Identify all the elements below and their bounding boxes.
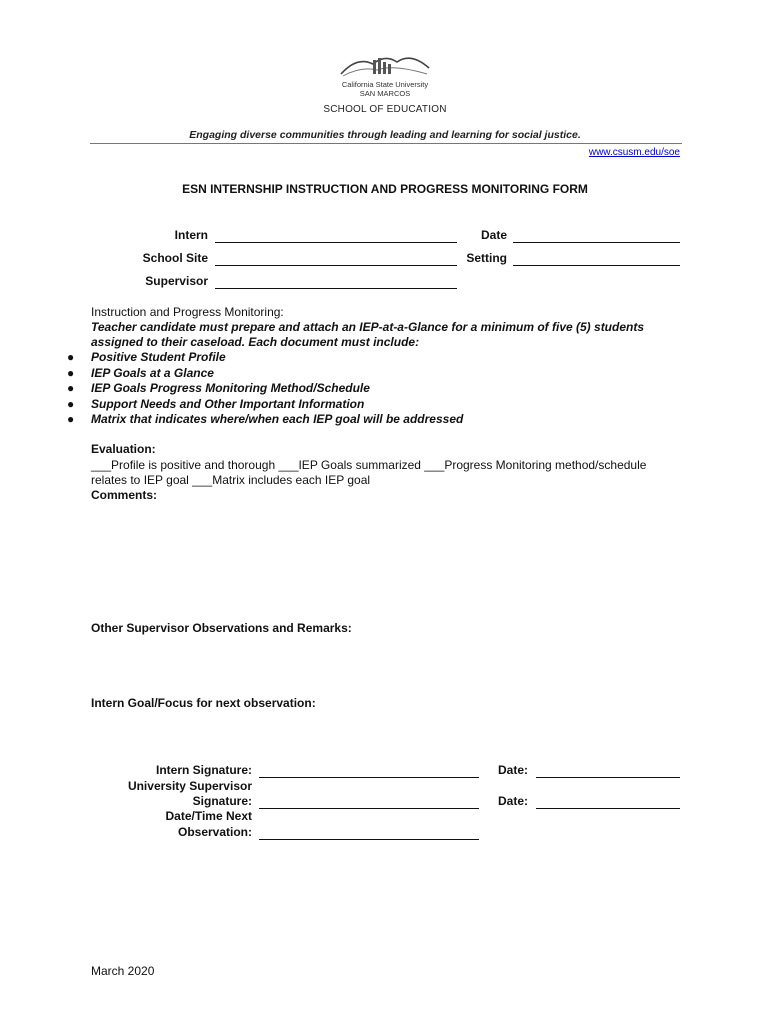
date-label: Date [480, 228, 507, 242]
list-item: ● Positive Student Profile [67, 350, 226, 364]
other-remarks-label: Other Supervisor Observations and Remarks: [91, 621, 352, 635]
evaluation-heading: Evaluation: [91, 442, 156, 456]
school-site-field[interactable] [215, 265, 457, 266]
next-observation-field[interactable] [259, 839, 479, 840]
requirements-list [67, 350, 681, 428]
school-name: SCHOOL OF EDUCATION [323, 104, 447, 115]
comments-label: Comments: [91, 488, 158, 502]
date-time-next-label: Date/Time Next [165, 809, 252, 823]
supervisor-signature-field[interactable] [259, 808, 479, 809]
school-site-label: School Site [142, 251, 208, 265]
date-field[interactable] [513, 242, 680, 243]
list-item: ● IEP Goals at a Glance [67, 365, 214, 380]
intern-signature-label: Intern Signature: [155, 763, 252, 777]
setting-field[interactable] [513, 265, 680, 266]
supervisor-label: Supervisor [145, 274, 208, 288]
bullet-icon: ● [67, 350, 75, 364]
footer-date: March 2020 [91, 964, 155, 978]
supervisor-field[interactable] [215, 288, 457, 289]
date-field-2[interactable] [536, 808, 680, 809]
evaluation-criteria-line2: relates to IEP goal ___Matrix includes each IEP goal [91, 473, 371, 487]
list-item: ● Matrix that indicates where/when each IEP goal will be addressed [67, 412, 464, 426]
setting-label: Setting [466, 251, 507, 265]
date-label-1: Date: [497, 763, 528, 777]
goal-focus-label: Intern Goal/Focus for next observation: [91, 696, 316, 710]
instruction-description-line1: Teacher candidate must prepare and attach an IEP-at-a-Glance for a minimum of five (5) students [91, 320, 645, 334]
website-link[interactable]: www.csusm.edu/soe [588, 147, 680, 158]
university-campus: SAN MARCOS [359, 89, 411, 98]
bullet-icon: ● [67, 381, 75, 395]
bullet-icon: ● [67, 396, 75, 411]
intern-label: Intern [174, 228, 208, 242]
university-supervisor-label: University Supervisor [127, 779, 252, 793]
bullet-icon: ● [67, 412, 75, 426]
bullet-icon: ● [67, 365, 75, 380]
university-logo [337, 50, 433, 80]
form-title: ESN INTERNSHIP INSTRUCTION AND PROGRESS MONITORING FORM [182, 182, 588, 196]
instruction-description-line2: assigned to their caseload. Each document must include: [91, 335, 420, 349]
intern-signature-field[interactable] [259, 777, 479, 778]
supervisor-signature-label: Signature: [192, 794, 252, 808]
instruction-heading: Instruction and Progress Monitoring: [91, 305, 284, 319]
date-field-1[interactable] [536, 777, 680, 778]
observation-label: Observation: [177, 825, 252, 839]
list-item: ● IEP Goals Progress Monitoring Method/Schedule [67, 381, 370, 395]
university-name: California State University [341, 80, 429, 89]
list-item: ● Support Needs and Other Important Information [67, 396, 365, 411]
intern-field[interactable] [215, 242, 457, 243]
tagline: Engaging diverse communities through leading and learning for social justice. [189, 129, 581, 141]
date-label-2: Date: [497, 794, 528, 808]
evaluation-criteria-line1: ___Profile is positive and thorough ___IEP Goals summarized ___Progress Monitoring method/schedule [91, 458, 647, 472]
header-divider [90, 143, 682, 144]
